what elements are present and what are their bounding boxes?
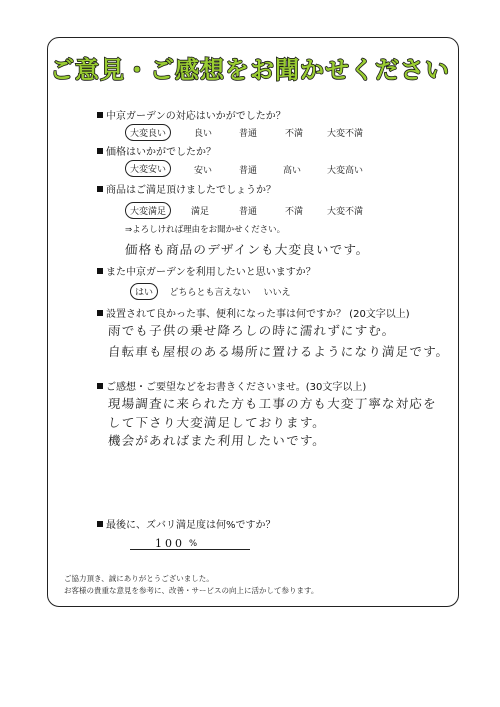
question-benefits: 設置されて良かった事、便利になった事は何ですか？ (20文字以上) [97,305,410,320]
footer-thanks: ご協力頂き、誠にありがとうございました。 [64,574,214,583]
footer-note: お客様の貴重な意見を参考に、改善・サービスの向上に活かして参ります。 [64,586,319,595]
option-product-normal[interactable]: 普通 [238,207,258,217]
option-reuse-neutral[interactable]: どちらとも言えない [169,288,251,298]
satisfaction-rate-underline [130,549,250,550]
option-reuse-no[interactable]: いいえ [263,288,291,298]
reason-prompt: ⇒よろしければ理由をお聞かせください。 [125,225,286,235]
option-service-very-bad[interactable]: 大変不満 [326,129,364,139]
option-service-good[interactable]: 良い [193,129,213,139]
option-service-normal[interactable]: 普通 [238,129,258,139]
comments-answer-line-3: 機会があればまた利用したいです。 [107,433,327,448]
question-service: 中京ガーデンの対応はいかがでしたか？ [97,107,286,122]
option-reuse-yes[interactable]: はい [130,283,158,300]
benefits-answer-line-2: 自転車も屋根のある場所に置けるようになり満足です。 [107,344,451,359]
option-service-very-good[interactable]: 大変良い [125,124,171,141]
comments-answer-line-1: 現場調査に来られた方も工事の方も大変丁寧な対応を [107,396,438,411]
benefits-answer-line-1: 雨でも子供の乗せ降ろしの時に濡れずにすむ。 [107,323,397,338]
option-price-expensive[interactable]: 高い [282,166,302,176]
option-product-very-dissatisfied[interactable]: 大変不満 [326,207,364,217]
question-product: 商品はご満足頂けましたでしょうか？ [97,181,276,196]
survey-title: ご意見・ご感想をお聞かせください [50,56,450,84]
question-price: 価格はいかがでしたか？ [97,143,216,158]
option-product-dissatisfied[interactable]: 不満 [284,207,304,217]
option-service-bad[interactable]: 不満 [284,129,304,139]
satisfaction-rate-value: 100 [155,537,185,550]
question-comments: ご感想・ご要望などをお書きくださいませ。(30文字以上) [97,378,366,393]
option-price-very-expensive[interactable]: 大変高い [326,166,364,176]
satisfaction-rate-unit: % [189,539,198,549]
reason-answer: 価格も商品のデザインも大変良いです。 [124,242,371,257]
option-product-very-satisfied[interactable]: 大変満足 [125,202,171,219]
question-satisfaction-rate: 最後に、ズバリ満足度は何%ですか？ [97,516,276,531]
option-price-cheap[interactable]: 安い [193,166,213,176]
option-price-very-cheap[interactable]: 大変安い [125,160,171,177]
question-reuse: また中京ガーデンを利用したいと思いますか？ [97,263,316,278]
comments-answer-line-2: して下さり大変満足しております。 [107,415,327,430]
option-price-normal[interactable]: 普通 [238,166,258,176]
option-product-satisfied[interactable]: 満足 [190,207,210,217]
